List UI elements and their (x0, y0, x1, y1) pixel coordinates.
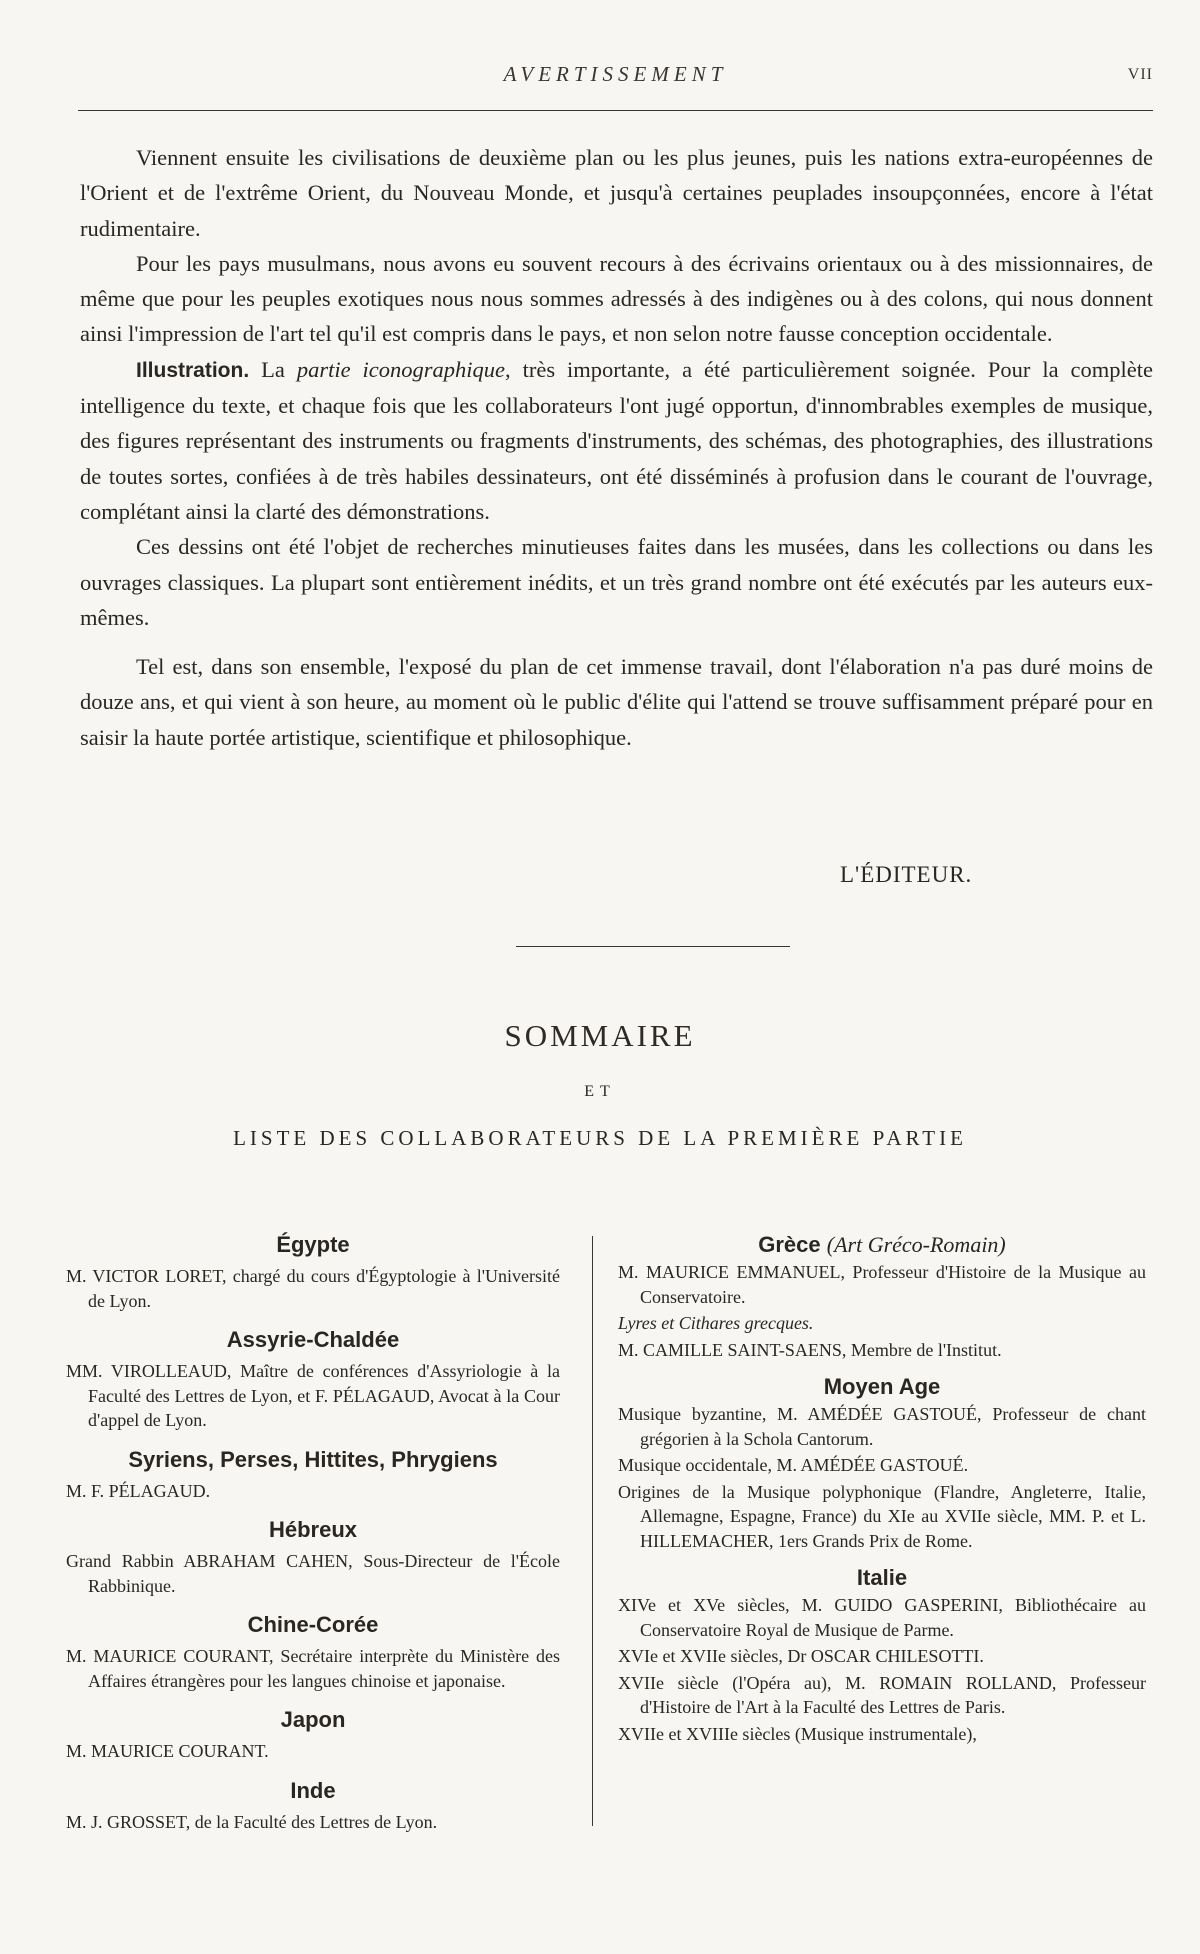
page-number: VII (1127, 66, 1153, 83)
section-heading-hebreux: Hébreux (268, 1517, 358, 1542)
illustration-pre: La (249, 356, 297, 382)
running-header (78, 62, 1153, 90)
section-heading-egypte: Égypte (276, 1232, 350, 1257)
section-heading-chine-coree: Chine-Corée (247, 1612, 379, 1637)
contributor-entry: M. CAMILLE SAINT-SAENS, Membre de l'Institut. (618, 1339, 1002, 1360)
section-divider (516, 946, 790, 947)
contributor-entry: XIVe et XVe siècles, M. GUIDO GASPERINI, Bibliothécaire au Conservatoire Royal de Musique de Parme. (618, 1595, 1146, 1640)
publisher-signature: L'ÉDITEUR. (840, 862, 973, 887)
illustration-emphasis: partie iconographique (296, 356, 506, 382)
heading-text: Grèce (758, 1232, 821, 1257)
contributor-entry: XVIe et XVIIe siècles, Dr OSCAR CHILESOTTI. (618, 1646, 984, 1666)
section-heading-italie: Italie (856, 1565, 908, 1590)
section-heading-syriens: Syriens, Perses, Hittites, Phrygiens (128, 1446, 498, 1472)
contributor-entry: Grand Rabbin ABRAHAM CAHEN, Sous-Directeur de l'École Rabbinique. (66, 1551, 560, 1596)
section-heading-japon: Japon (280, 1707, 346, 1732)
heading-note: (Art Gréco-Romain) (826, 1232, 1006, 1257)
toc-title: SOMMAIRE (504, 1018, 696, 1053)
paragraph-muslim-countries: Pour les pays musulmans, nous avons eu souvent recours à des écrivains orientaux ou à des missionnaires, de même que pour les peuples exotiques nous nous sommes adressés à des indigènes ou à des colons, qui nous donnent ainsi l'impression de l'art tel qu'il est compris dans le pays, et non selon notre fausse conception occidentale. (80, 250, 1153, 347)
contributor-entry: MM. VIROLLEAUD, Maître de conférences d'Assyriologie à la Faculté des Lettres de Lyon, et F. PÉLAGAUD, Avocat à la Cour d'appel de Lyon. (66, 1361, 560, 1430)
contributor-entry: Origines de la Musique polyphonique (Flandre, Angleterre, Italie, Allemagne, Espagne, France) du XIe au XVIIe siècle, MM. P. et L. HILLEMACHER, 1ers Grands Prix de Rome. (618, 1481, 1146, 1551)
illustration-rest: , très importante, a été particulièrement soignée. Pour la complète intelligence du texte, et chaque fois que les collaborateurs l'ont jugé opportun, d'innombrables exemples de musique, des figures représentant des instruments ou fragments d'instruments, des schémas, des photographies, des illustrations de toutes sortes, confiées à de très habiles dessinateurs, ont été disséminés à profusion dans le courant de l'ouvrage, complétant ainsi la clarté des démonstrations. (80, 356, 1153, 524)
section-heading-grece (618, 1230, 1146, 1260)
header-rule (78, 110, 1153, 111)
contributor-entry: M. MAURICE COURANT, Secrétaire interprète du Ministère des Affaires étrangères pour les langues chinoise et japonaise. (66, 1646, 560, 1691)
contributor-entry: M. VICTOR LORET, chargé du cours d'Égyptologie à l'Université de Lyon. (66, 1266, 560, 1311)
contributor-entry: M. F. PÉLAGAUD. (66, 1480, 211, 1501)
foreword-body (80, 140, 1153, 755)
toc-conjunction: ET (584, 1083, 616, 1100)
section-heading-inde: Inde (290, 1777, 336, 1803)
topic-entry: Lyres et Cithares grecques. (618, 1313, 814, 1333)
contributor-entry: M. MAURICE COURANT. (66, 1741, 269, 1761)
section-heading-assyrie: Assyrie-Chaldée (226, 1327, 400, 1352)
paragraph-illustration (80, 352, 1153, 529)
toc-left-column (66, 1230, 560, 1834)
contributor-entry: M. J. GROSSET, de la Faculté des Lettres de Lyon. (66, 1811, 438, 1832)
contributor-entry: Musique byzantine, M. AMÉDÉE GASTOUÉ, Professeur de chant grégorien à la Schola Cantorum. (618, 1404, 1146, 1449)
paragraph-drawings: Ces dessins ont été l'objet de recherches minutieuses faites dans les musées, dans les collections ou dans les ouvrages classiques. La plupart sont entièrement inédits, et un très grand nombre ont été exécutés par les auteurs eux-mêmes. (80, 534, 1153, 630)
section-heading-moyen-age: Moyen Age (823, 1374, 941, 1399)
running-title: AVERTISSEMENT (503, 62, 728, 86)
contributor-entry: XVIIe et XVIIIe siècles (Musique instrumentale), (618, 1723, 977, 1744)
illustration-lead: Illustration. (136, 358, 250, 382)
contributor-entry: XVIIe siècle (l'Opéra au), M. ROMAIN ROLLAND, Professeur d'Histoire de l'Art à la Faculté des Lettres de Paris. (618, 1672, 1146, 1717)
paragraph-civilisations: Viennent ensuite les civilisations de deuxième plan ou les plus jeunes, puis les nations extra-européennes de l'Orient et de l'extrême Orient, du Nouveau Monde, et jusqu'à certaines peuplades insoupçonnées, encore à l'état rudimentaire. (80, 145, 1153, 241)
contributor-entry: M. MAURICE EMMANUEL, Professeur d'Histoire de la Musique au Conservatoire. (618, 1262, 1146, 1307)
toc-subtitle: LISTE DES COLLABORATEURS DE LA PREMIÈRE PARTIE (233, 1126, 967, 1150)
column-divider (592, 1236, 593, 1826)
toc-right-column (618, 1230, 1146, 1746)
paragraph-closing: Tel est, dans son ensemble, l'exposé du plan de cet immense travail, dont l'élaboration n'a pas duré moins de douze ans, et qui vient à son heure, au moment où le public d'élite qui l'attend se trouve suffisamment préparé pour en saisir la haute portée artistique, scientifique et philosophique. (80, 654, 1153, 750)
contributor-entry: Musique occidentale, M. AMÉDÉE GASTOUÉ. (618, 1455, 969, 1475)
